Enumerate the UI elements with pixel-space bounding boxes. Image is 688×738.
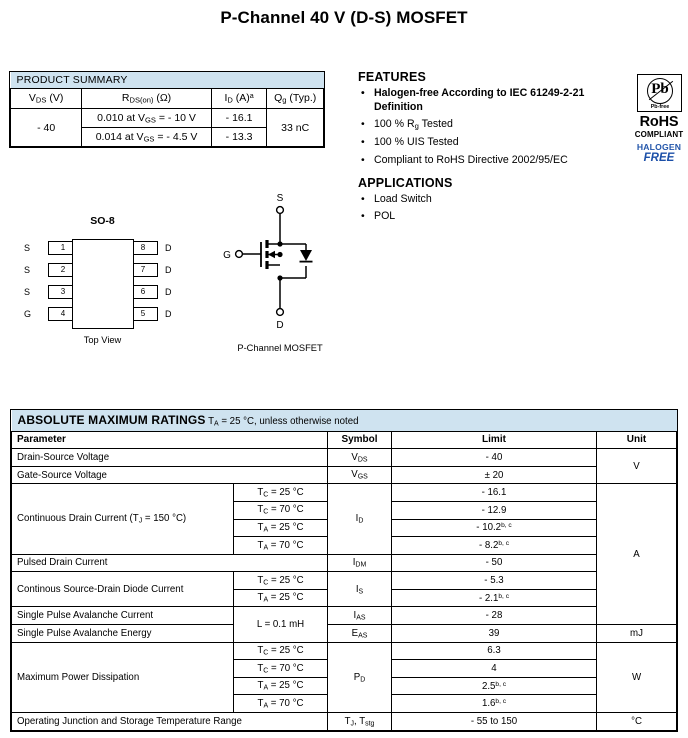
application-item [358,210,628,224]
row-condition: $T_C = 25$ °C [234,484,328,502]
page-title: P-Channel 40 V (D-S) MOSFET [220,8,468,27]
mosfet-symbol-svg [205,188,355,338]
bullet-icon: • [361,117,365,130]
table-row [12,572,677,590]
row-unit: V [597,449,677,484]
row-symbol: $V_{GS}$ [328,466,392,484]
row-limit: - 40 [392,449,597,467]
halogen-text: HALOGEN [636,142,682,152]
mosfet-symbol-diagram [205,188,355,353]
feature-item [358,136,628,150]
row-unit: W [597,642,677,712]
table-row [12,713,677,731]
col-header-id: $I_D$ $(A)^a$ [211,89,267,109]
feature-text: Halogen-free According to IEC 61249-2-21 Definition [374,87,585,113]
terminal-label-gate: G [223,250,231,261]
row-condition: $T_C = 70$ °C [234,660,328,678]
row-limit: 6.3 [392,642,597,660]
row-symbol: $I_{AS}$ [328,607,392,625]
row-condition: $T_A = 25$ °C [234,589,328,607]
absolute-maximum-ratings-table [10,409,678,732]
pin-2: 2 [48,263,78,277]
row-unit: mJ [597,625,677,643]
row-parameter: Continuous Drain Current ($T_J = 150$ °C) [12,484,234,554]
features-heading: FEATURES [358,70,427,84]
rohs-logo-block [633,74,685,164]
row-condition: L = 0.1 mH [234,607,328,642]
application-text: Load Switch [374,193,432,206]
row-limit: - 8.2$^{b, c}$ [392,537,597,555]
feature-item [358,154,628,168]
pin-4: 4 [48,307,78,321]
row-condition: $T_A = 25$ °C [234,677,328,695]
table-row [12,625,677,643]
row-parameter: Single Pulse Avalanche Current [12,607,234,625]
value-id-0: - 16.1 [211,109,267,128]
row-limit: - 28 [392,607,597,625]
body-diode-icon [300,250,312,261]
row-limit: 2.5$^{b, c}$ [392,677,597,695]
pb-free-caption: Pb-free [650,104,670,110]
pin-7: 7 [128,263,158,277]
pin-1: 1 [48,241,78,255]
col-header-unit: Unit [597,431,677,449]
row-limit: - 50 [392,554,597,572]
terminal-node-drain [277,309,284,316]
row-limit: ± 20 [392,466,597,484]
terminal-node-source [277,207,284,214]
row-parameter: Continous Source-Drain Diode Current [12,572,234,607]
pin-label-left-4: G [24,309,32,319]
package-view-label: Top View [83,335,122,345]
value-rdson-0: 0.010 at $V_{GS}$ = - 10 V [82,109,212,128]
applications-list [358,193,628,224]
bulk-arrow-icon [268,251,275,258]
row-unit: A [597,484,677,625]
table-row [12,607,677,625]
bullet-icon: • [361,136,365,149]
feature-text: 100 % $R_g$ Tested [374,117,453,131]
rohs-compliant-text: COMPLIANT [634,130,684,139]
pin-label-left-3: S [24,287,31,297]
package-body-outline [72,239,134,329]
free-text: FREE [643,152,675,164]
row-limit: 4 [392,660,597,678]
pin-label-right-5: D [165,309,172,319]
pin-label-right-7: D [165,265,172,275]
amr-band-rest: $T_A = 25$ °C, unless otherwise noted [205,416,359,428]
col-header-rdson: $R_{DS(on)}$ (Ω) [82,89,212,109]
table-row [12,484,677,502]
feature-text: 100 % UIS Tested [374,136,459,149]
row-condition: $T_A = 25$ °C [234,519,328,537]
table-row [12,642,677,660]
row-condition: $T_A = 70$ °C [234,537,328,555]
row-parameter: Maximum Power Dissipation [12,642,234,712]
value-vds: - 40 [11,109,82,147]
row-limit: - 12.9 [392,501,597,519]
features-applications-block [358,70,628,233]
col-header-symbol: Symbol [328,431,392,449]
row-parameter: Drain-Source Voltage [12,449,328,467]
amr-band-bold: ABSOLUTE MAXIMUM RATINGS [17,413,206,427]
pin-8: 8 [128,241,158,255]
product-summary-table [9,71,325,148]
row-limit: - 16.1 [392,484,597,502]
bullet-icon: • [361,210,365,223]
col-header-parameter: Parameter [12,431,328,449]
row-limit: - 55 to 150 [392,713,597,731]
row-limit: - 5.3 [392,572,597,590]
pin-6: 6 [128,285,158,299]
table-row [12,466,677,484]
row-symbol: $P_D$ [328,642,392,712]
row-condition: $T_C = 25$ °C [234,642,328,660]
applications-block [358,176,628,224]
applications-heading: APPLICATIONS [358,176,453,191]
mosfet-caption: P-Channel MOSFET [237,343,323,353]
package-name-label: SO-8 [90,215,115,227]
pin-5: 5 [128,307,158,321]
application-item [358,193,628,207]
row-condition: $T_C = 25$ °C [234,572,328,590]
row-limit: 1.6$^{b, c}$ [392,695,597,713]
terminal-node-gate [236,251,243,258]
pb-free-icon [637,74,682,112]
row-parameter: Pulsed Drain Current [12,554,328,572]
row-limit: - 10.2$^{b, c}$ [392,519,597,537]
row-symbol: $T_J$, $T_{stg}$ [328,713,392,731]
row-unit: °C [597,713,677,731]
row-symbol: $V_{DS}$ [328,449,392,467]
row-parameter: Operating Junction and Storage Temperature Range [12,713,328,731]
col-header-vds: $V_{DS}$ (V) [11,89,82,109]
row-symbol: $I_{DM}$ [328,554,392,572]
value-id-1: - 13.3 [211,128,267,147]
col-header-qg: $Q_g$ (Typ.) [267,89,324,109]
col-header-limit: Limit [392,431,597,449]
table-row [12,449,677,467]
row-symbol: $I_S$ [328,572,392,607]
product-summary-band: PRODUCT SUMMARY [11,72,324,89]
feature-item [358,118,628,133]
junction-dot-bottom [277,275,282,280]
pb-symbol-text: Pb [651,81,669,97]
row-condition: $T_A = 70$ °C [234,695,328,713]
application-text: POL [374,210,396,223]
row-symbol: $E_{AS}$ [328,625,392,643]
row-limit: 39 [392,625,597,643]
pin-3: 3 [48,285,78,299]
terminal-label-drain: D [276,320,284,331]
pin-label-right-8: D [165,243,172,253]
bullet-icon: • [361,153,365,166]
feature-text: Compliant to RoHS Directive 2002/95/EC [374,153,568,166]
row-parameter: Gate-Source Voltage [12,466,328,484]
table-row [12,554,677,572]
value-qg: 33 nC [267,109,324,147]
feature-item [358,87,628,114]
pin-label-right-6: D [165,287,172,297]
features-list [358,87,628,167]
pin-label-left-1: S [24,243,31,253]
row-limit: - 2.1$^{b, c}$ [392,589,597,607]
junction-dot-top [277,241,282,246]
junction-dot-bulk [277,252,282,257]
pin-label-left-2: S [24,265,31,275]
package-diagram-so8 [10,215,195,355]
amr-band [12,410,677,431]
bullet-icon: • [361,193,365,206]
rohs-text: RoHS [639,114,679,130]
value-rdson-1: 0.014 at $V_{GS}$ = - 4.5 V [82,128,212,147]
row-condition: $T_C = 70$ °C [234,501,328,519]
row-parameter: Single Pulse Avalanche Energy [12,625,234,643]
bullet-icon: • [361,87,365,99]
terminal-label-source: S [276,193,284,204]
row-symbol: $I_D$ [328,484,392,554]
